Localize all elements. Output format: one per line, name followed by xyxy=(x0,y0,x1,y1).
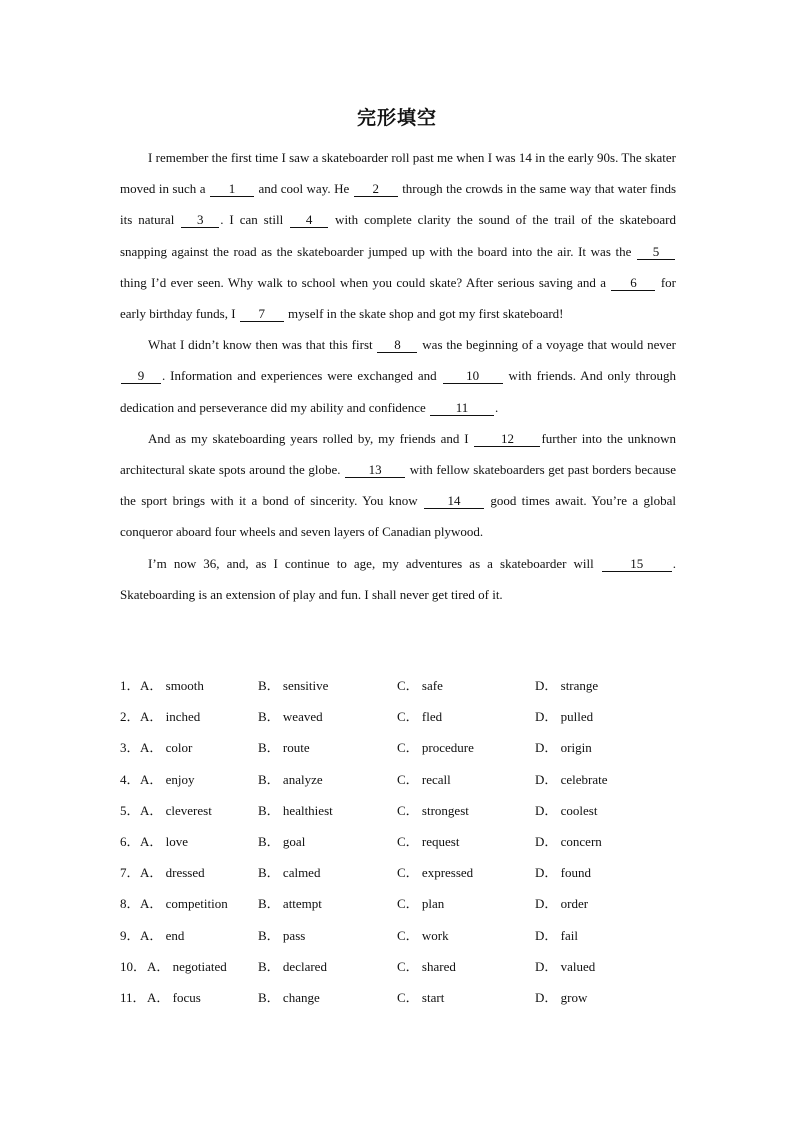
paragraph-1 xyxy=(120,142,676,329)
question-number: 6． xyxy=(120,833,140,849)
option-c: C． strongest xyxy=(397,802,469,818)
option-c: C． safe xyxy=(397,678,443,693)
option-b: B． sensitive xyxy=(258,678,329,693)
passage-text: was the beginning of a voyage that would never xyxy=(418,337,676,353)
paragraph-4 xyxy=(120,548,676,610)
blank-5: 5 xyxy=(637,244,675,260)
question-number: 1． xyxy=(120,678,140,693)
blank-4: 4 xyxy=(290,212,328,228)
option-c: C． shared xyxy=(397,958,456,974)
passage-text: . Information and experiences were exchanged and xyxy=(162,368,442,384)
question-row xyxy=(120,920,680,951)
option-c: C． recall xyxy=(397,771,451,787)
passage-text: with fellow skateboarders get past borders because the sport brings with it a bond of sincerity. You know xyxy=(120,462,676,509)
option-d: D． found xyxy=(535,865,591,881)
option-d: D． coolest xyxy=(535,802,598,818)
question-row xyxy=(120,982,680,1013)
option-c: C． expressed xyxy=(397,865,474,881)
page-title: 完形填空 xyxy=(356,107,437,129)
option-d: D． pulled xyxy=(535,709,594,725)
passage-text: . Skateboarding is an extension of play and fun. I shall never get tired of it. xyxy=(120,555,676,602)
blank-1: 1 xyxy=(210,181,254,197)
question-row xyxy=(120,826,680,857)
option-a: A． enjoy xyxy=(140,771,195,787)
option-c: C． request xyxy=(397,833,460,849)
blank-14: 14 xyxy=(424,493,484,509)
question-row xyxy=(120,795,680,826)
blank-11: 11 xyxy=(430,400,494,416)
option-c: C． fled xyxy=(397,709,443,725)
question-row xyxy=(120,701,680,732)
option-a: A． color xyxy=(140,740,193,756)
option-b: B． healthiest xyxy=(258,802,333,818)
blank-13: 13 xyxy=(345,462,405,478)
question-row xyxy=(120,888,680,919)
passage-text: and cool way. He xyxy=(254,181,353,197)
question-number: 11． xyxy=(120,989,146,1005)
passage-text: I’m now 36, and, as I continue to age, my adventures as a skateboarder will xyxy=(148,555,601,571)
option-c: C． work xyxy=(397,927,449,943)
option-d: D． order xyxy=(535,896,589,912)
option-d: D． concern xyxy=(535,833,602,849)
blank-6: 6 xyxy=(611,275,655,291)
paragraph-3 xyxy=(120,423,676,548)
question-number: 7． xyxy=(120,865,140,881)
option-a: A． competition xyxy=(140,896,228,912)
question-number: 3． xyxy=(120,740,140,756)
blank-15: 15 xyxy=(602,556,672,572)
passage-text: . xyxy=(495,399,499,415)
option-d: D． strange xyxy=(535,678,599,693)
answer-options xyxy=(120,670,680,1013)
passage-text: with friends. And only through dedication and perseverance did my ability and confidence xyxy=(120,368,676,415)
option-a: A． cleverest xyxy=(140,802,212,818)
passage-text: And as my skateboarding years rolled by, my friends and I xyxy=(148,430,474,446)
option-d: D． origin xyxy=(535,740,592,756)
option-b: B． declared xyxy=(258,958,327,974)
passage-text: What I didn’t know then was that this first xyxy=(148,337,377,353)
passage-text: I remember the first time I saw a skateboarder roll past me when I was 14 in the early 90s. The skater moved in such a xyxy=(120,150,676,197)
blank-9: 9 xyxy=(121,368,161,384)
option-a: A． inched xyxy=(140,709,201,725)
cloze-passage xyxy=(120,142,676,610)
option-d: D． grow xyxy=(535,989,588,1005)
option-b: B． calmed xyxy=(258,865,321,881)
passage-text: further into the unknown architectural skate spots around the globe. xyxy=(120,430,676,478)
blank-10: 10 xyxy=(443,368,503,384)
question-row xyxy=(120,732,680,763)
option-a: A． focus xyxy=(147,989,201,1005)
blank-2: 2 xyxy=(354,181,398,197)
option-b: B． weaved xyxy=(258,709,323,725)
question-number: 5． xyxy=(120,802,140,818)
question-number: 10． xyxy=(120,958,147,974)
option-d: D． valued xyxy=(535,958,596,974)
question-number: 9． xyxy=(120,927,140,943)
option-c: C． start xyxy=(397,989,445,1005)
option-a: A． dressed xyxy=(140,865,205,881)
question-row xyxy=(120,764,680,795)
blank-7: 7 xyxy=(240,306,284,322)
option-a: A． end xyxy=(140,927,185,943)
question-number: 8． xyxy=(120,896,140,912)
option-b: B． analyze xyxy=(258,771,323,787)
question-number: 4． xyxy=(120,771,140,787)
passage-text: through the crowds in the same way that water finds its natural xyxy=(120,181,677,228)
question-number: 2． xyxy=(120,709,140,725)
option-a: A． smooth xyxy=(140,678,204,693)
passage-text: for early birthday funds, I xyxy=(120,274,676,322)
paragraph-2 xyxy=(120,329,676,423)
blank-12: 12 xyxy=(474,431,540,447)
option-a: A． love xyxy=(140,833,189,849)
passage-text: with complete clarity the sound of the trail of the skateboard snapping against the road as the skateboarder jumped up with the board into the air. It was the xyxy=(120,212,676,259)
option-b: B． attempt xyxy=(258,896,322,912)
passage-text: myself in the skate shop and got my first skateboard! xyxy=(284,306,564,322)
passage-text: . I can still xyxy=(220,212,290,228)
option-d: D． fail xyxy=(535,927,578,943)
option-b: B． pass xyxy=(258,927,306,943)
blank-3: 3 xyxy=(181,212,219,228)
option-a: A． negotiated xyxy=(147,958,227,974)
option-b: B． route xyxy=(258,740,310,756)
option-c: C． plan xyxy=(397,896,445,912)
question-row xyxy=(120,951,680,982)
option-b: B． change xyxy=(258,989,320,1005)
option-d: D． celebrate xyxy=(535,771,608,787)
question-row xyxy=(120,670,680,701)
option-b: B． goal xyxy=(258,833,306,849)
passage-text: good times await. You’re a global conqueror aboard four wheels and seven layers of Canadian plywood. xyxy=(120,493,676,540)
question-row xyxy=(120,857,680,888)
option-c: C． procedure xyxy=(397,740,474,756)
passage-text: thing I’d ever seen. Why walk to school when you could skate? After serious saving and a xyxy=(120,274,611,290)
blank-8: 8 xyxy=(377,337,417,353)
